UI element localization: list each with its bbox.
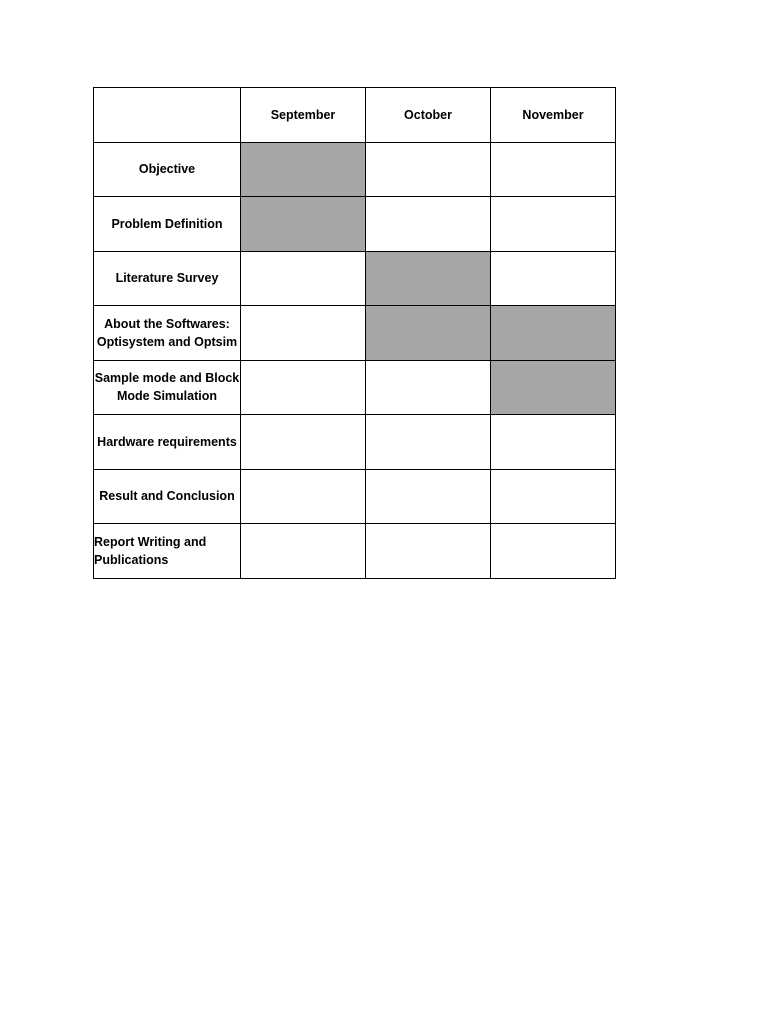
schedule-cell-november-filled (491, 360, 616, 415)
schedule-cell-october-empty (366, 469, 491, 524)
schedule-body (94, 142, 616, 578)
schedule-cell-september-empty (241, 469, 366, 524)
schedule-cell-september-empty (241, 251, 366, 306)
schedule-cell-november-empty (491, 251, 616, 306)
task-label: Literature Survey (94, 251, 241, 306)
schedule-cell-october-empty (366, 197, 491, 252)
task-label: About the Softwares: Optisystem and Optsim (94, 306, 241, 361)
task-label: Objective (94, 142, 241, 197)
schedule-cell-november-empty (491, 469, 616, 524)
table-row (94, 469, 616, 524)
task-label: Report Writing and Publications (94, 524, 241, 579)
schedule-cell-september-empty (241, 524, 366, 579)
task-label: Problem Definition (94, 197, 241, 252)
month-header-october: October (366, 88, 491, 143)
schedule-cell-october-empty (366, 415, 491, 470)
schedule-cell-october-filled (366, 251, 491, 306)
schedule-cell-november-empty (491, 415, 616, 470)
table-row (94, 142, 616, 197)
schedule-cell-september-filled (241, 142, 366, 197)
schedule-cell-november-empty (491, 524, 616, 579)
schedule-cell-october-empty (366, 360, 491, 415)
table-row (94, 415, 616, 470)
header-row (94, 88, 616, 143)
schedule-cell-november-empty (491, 197, 616, 252)
corner-cell (94, 88, 241, 143)
schedule-cell-november-empty (491, 142, 616, 197)
schedule-cell-october-filled (366, 306, 491, 361)
table-row (94, 360, 616, 415)
table-row (94, 524, 616, 579)
table-row (94, 306, 616, 361)
task-label: Result and Conclusion (94, 469, 241, 524)
schedule-cell-october-empty (366, 142, 491, 197)
schedule-cell-september-empty (241, 360, 366, 415)
schedule-cell-september-filled (241, 197, 366, 252)
schedule-cell-september-empty (241, 306, 366, 361)
task-label: Sample mode and Block Mode Simulation (94, 360, 241, 415)
schedule-cell-september-empty (241, 415, 366, 470)
table-row (94, 251, 616, 306)
month-header-september: September (241, 88, 366, 143)
schedule-cell-november-filled (491, 306, 616, 361)
schedule-cell-october-empty (366, 524, 491, 579)
table-row (94, 197, 616, 252)
schedule-table (93, 87, 616, 579)
task-label: Hardware requirements (94, 415, 241, 470)
month-header-november: November (491, 88, 616, 143)
